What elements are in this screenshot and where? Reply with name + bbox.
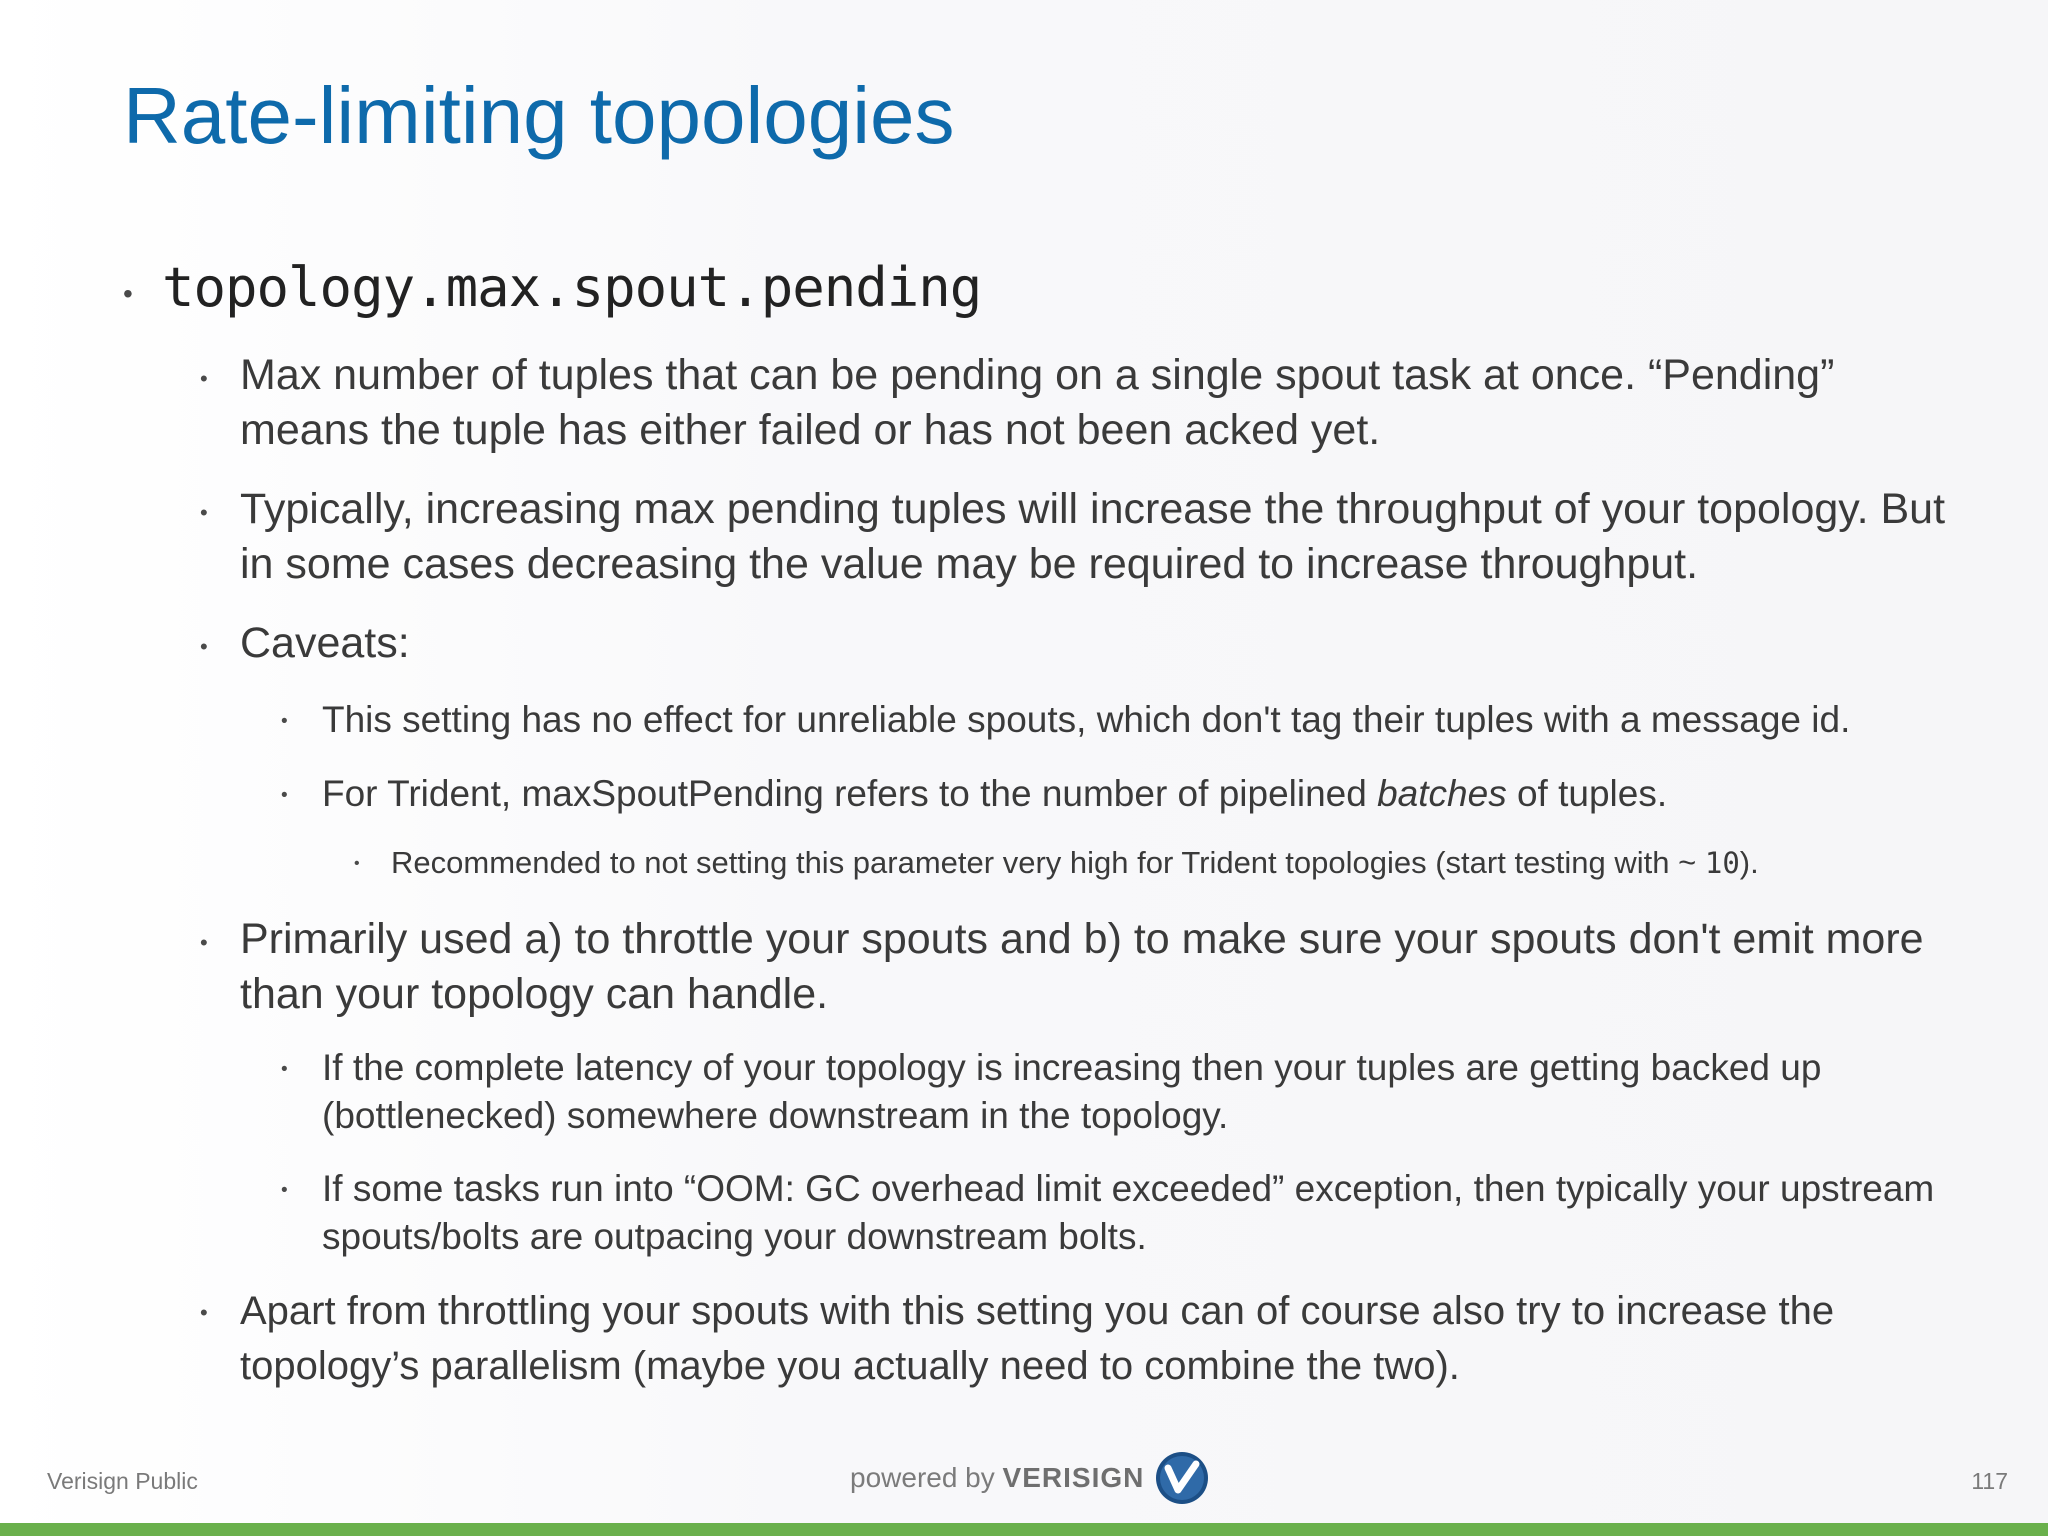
bullet-complete-latency: If the complete latency of your topology is increasing then your tuples are getting backed up (bottlenecked) somewhere downstream in the topology.	[322, 1047, 1822, 1136]
bullet-text: For Trident, maxSpoutPending refers to the number of pipelined	[322, 773, 1378, 814]
slide-title: Rate-limiting topologies	[123, 71, 955, 160]
bullet-dot: •	[281, 711, 288, 732]
bullet-dot: •	[281, 1059, 288, 1080]
bullet-dot: •	[200, 634, 208, 659]
bullet-recommended	[391, 843, 1759, 883]
bullet-throughput: Typically, increasing max pending tuples will increase the throughput of your topology. But in some cases decreasing the value may be required to increase throughput.	[240, 485, 1946, 588]
bullet-caveats: Caveats:	[240, 619, 410, 667]
bullet-parallelism: Apart from throttling your spouts with this setting you can of course also try to increase the topology’s parallelism (maybe you actually need to combine the two).	[240, 1289, 1835, 1388]
powered-by-text: powered by	[850, 1462, 995, 1493]
bullet-dot: •	[281, 1180, 288, 1201]
config-key-heading: topology.max.spout.pending	[162, 256, 982, 319]
classification-label: Verisign Public	[47, 1468, 198, 1494]
bottom-accent-bar	[0, 1523, 2048, 1536]
verisign-check-icon	[1154, 1450, 1210, 1506]
bullet-dot: •	[123, 278, 133, 309]
bullet-unreliable-spouts: This setting has no effect for unreliable spouts, which don't tag their tuples with a message id.	[322, 699, 1851, 740]
bullet-dot: •	[200, 1300, 208, 1325]
bullet-text: ).	[1739, 845, 1759, 880]
code-value: 10	[1704, 846, 1740, 880]
bullet-max-pending: Max number of tuples that can be pending on a single spout task at once. “Pending” means the tuple has either failed or has not been acked yet.	[240, 351, 1835, 454]
bullet-text: of tuples.	[1506, 773, 1668, 814]
bullet-dot: •	[281, 785, 288, 806]
verisign-logo	[850, 1450, 1210, 1506]
bullet-dot: •	[200, 930, 208, 955]
emphasis-batches: batches	[1377, 773, 1507, 814]
bullet-text: Recommended to not setting this parameter very high for Trident topologies (start testing with ~	[391, 845, 1705, 880]
bullet-dot: •	[200, 500, 208, 525]
bullet-dot: •	[354, 855, 360, 872]
brand-name: VERISIGN	[1002, 1462, 1145, 1493]
bullet-trident-batches	[322, 770, 1667, 818]
bullet-oom: If some tasks run into “OOM: GC overhead limit exceeded” exception, then typically your upstream spouts/bolts are outpacing your downstream bolts.	[322, 1168, 1935, 1257]
logo-text	[850, 1462, 1144, 1494]
page-number: 117	[1971, 1468, 2008, 1494]
bullet-primarily-used: Primarily used a) to throttle your spouts and b) to make sure your spouts don't emit more than your topology can handle.	[240, 915, 1924, 1018]
bullet-dot: •	[200, 366, 208, 391]
